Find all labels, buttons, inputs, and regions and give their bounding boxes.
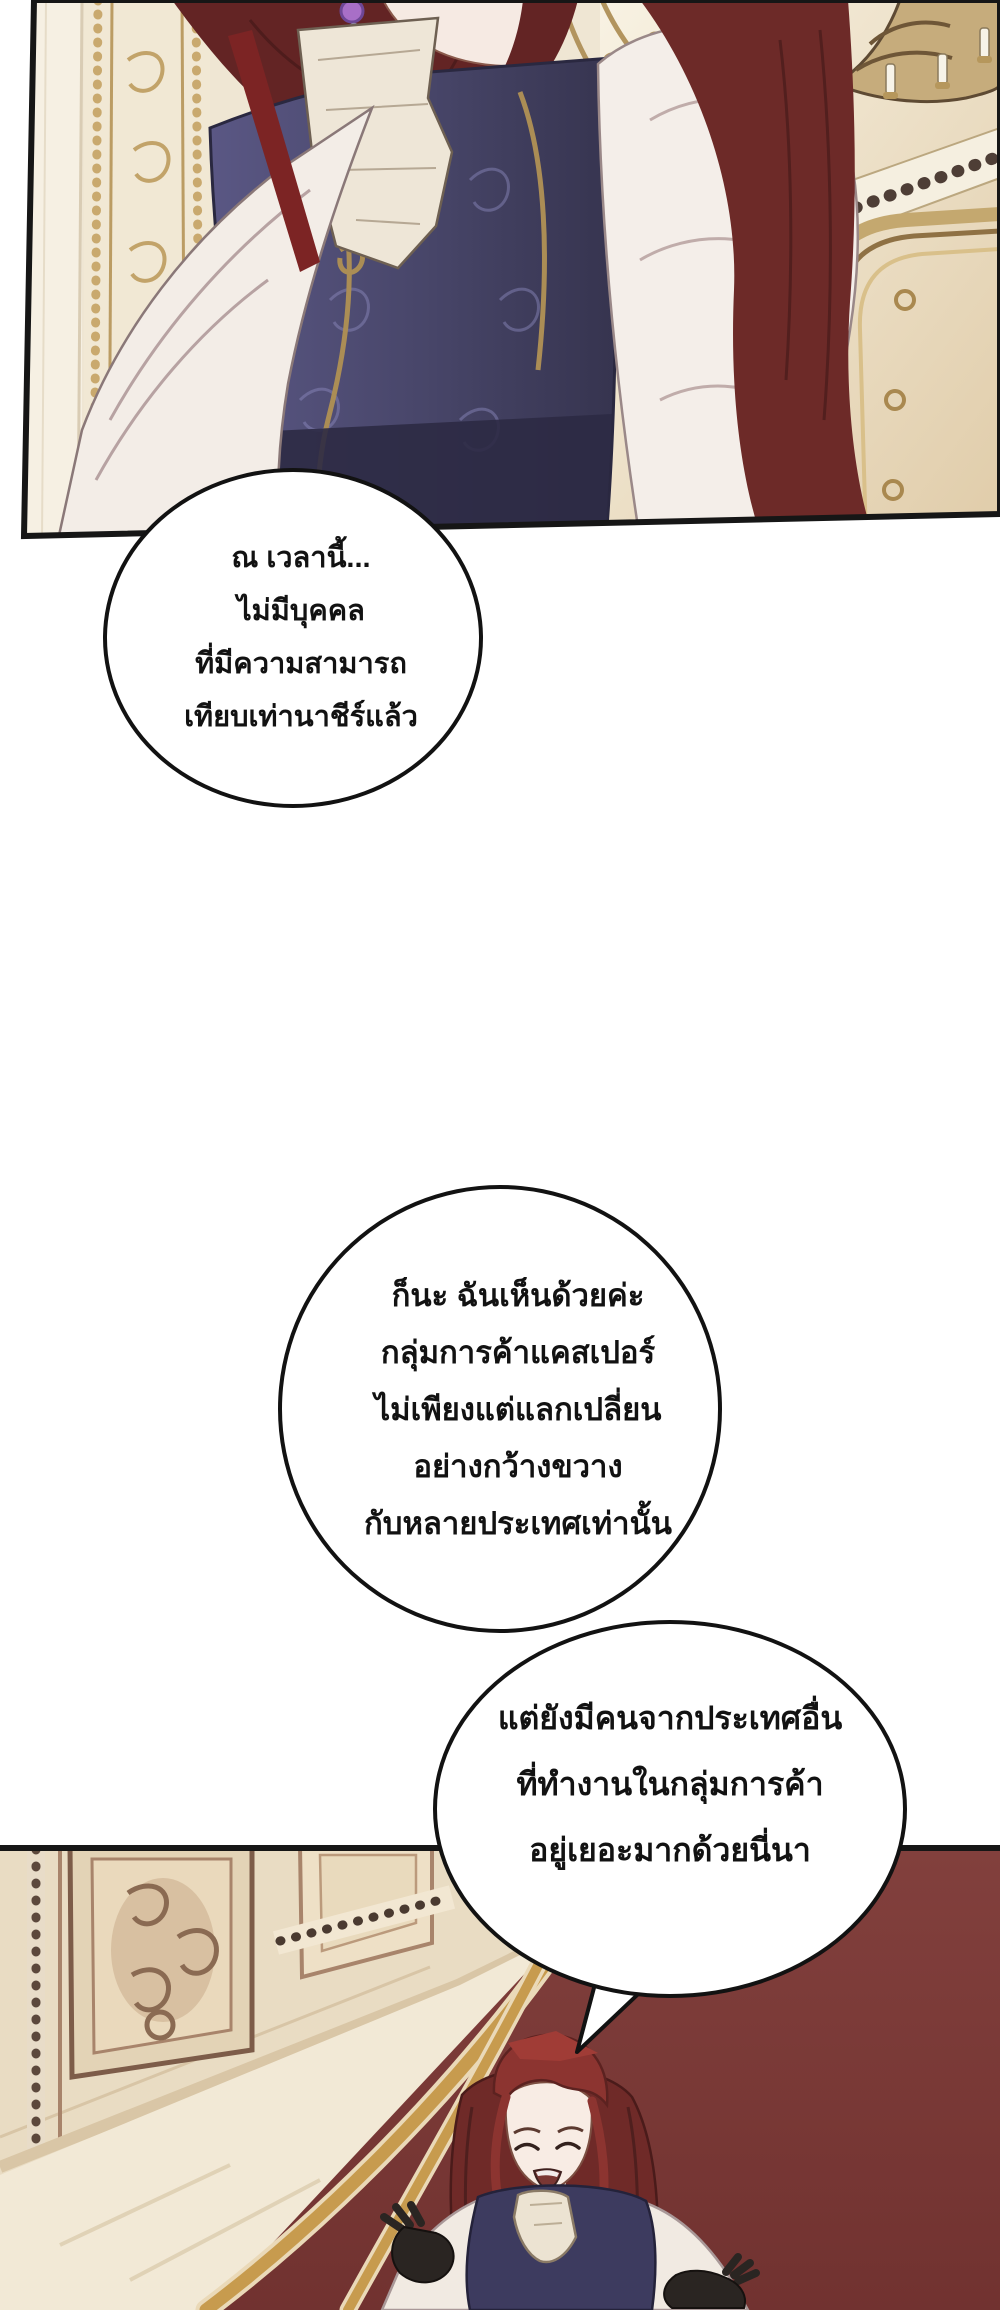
speech-line: กับหลายประเทศเท่านั้น [364,1505,672,1541]
speech-bubble-2 [278,1185,722,1633]
speech-line: ก็นะ ฉันเห็นด้วยค่ะ [391,1277,645,1313]
carved-wall-frame [70,1845,252,2077]
speech-line: กลุ่มการค้าแคสเปอร์ [380,1334,656,1370]
speech-line: แต่ยังมีคนจากประเทศอื่น [497,1700,843,1736]
speech-line: อยู่เยอะมากด้วยนี่นา [529,1832,811,1868]
speech-line: ที่ทำงานในกลุ่มการค้า [516,1766,824,1802]
speech-bubble-2-text [364,1267,672,1552]
speech-bubble-1 [103,468,483,808]
speech-bubble-1-text [184,532,418,744]
speech-line: อย่างกว้างขวาง [413,1448,623,1484]
speech-bubble-3-text [498,1685,842,1883]
speech-line: ไม่มีบุคคล [237,595,365,627]
speech-bubble-3 [433,1620,907,1998]
panel-top-ballroom-woman [0,0,1000,540]
speech-line: ที่มีความสามารถ [195,648,407,680]
speech-line: ไม่เพียงแต่แลกเปลี่ยน [374,1391,662,1427]
speech-line: ณ เวลานี้... [231,542,371,574]
speech-line: เทียบเท่านาชีร์แล้ว [184,701,418,733]
